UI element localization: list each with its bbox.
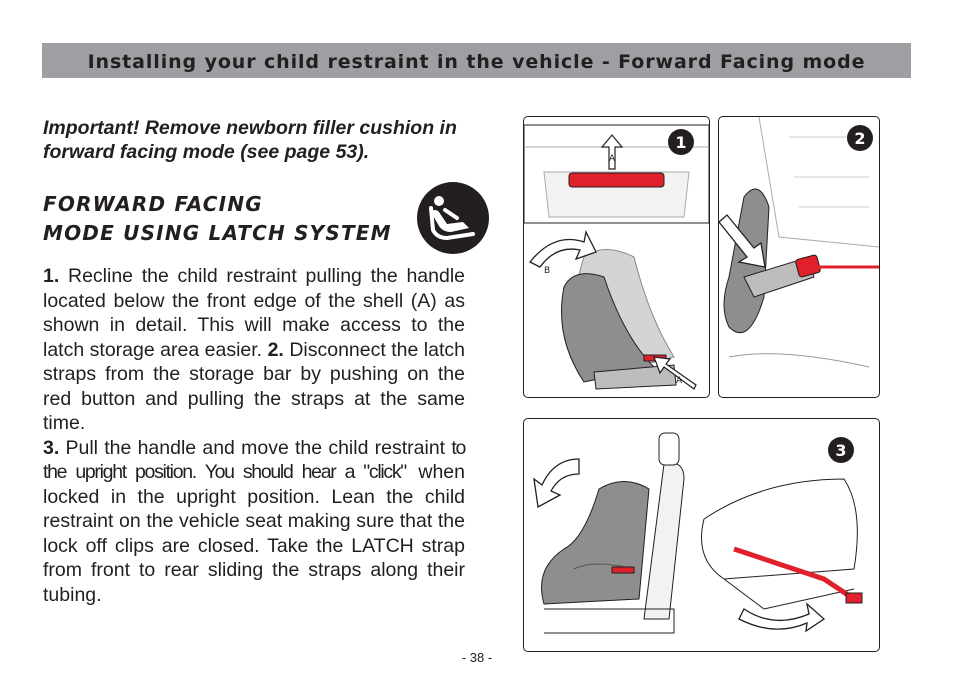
fig1-label-a-top: A <box>608 154 616 164</box>
figure-3-badge: 3 <box>828 437 854 463</box>
figure-3-illustration <box>524 419 879 651</box>
figure-1-badge: 1 <box>668 129 694 155</box>
step-3-text-b: to the upright position. You should hear a "click" <box>43 436 466 483</box>
step-2-text: Disconnect the latch straps from the storage bar by pushing on the red button and pulling the straps at the same time. <box>43 338 465 434</box>
figure-3-panel <box>523 418 880 652</box>
figure-2-panel <box>718 116 880 398</box>
latch-child-seat-icon <box>417 182 489 254</box>
step-2-number: 2. <box>267 338 284 361</box>
step-3-number: 3. <box>43 436 60 459</box>
section-title: Installing your child restraint in the vehicle - Forward Facing mode <box>87 50 866 73</box>
fig1-label-a-bottom: A <box>676 376 683 386</box>
instructions-body <box>43 264 465 607</box>
step-1-text: Recline the child restraint pulling the handle located below the front edge of the shell (A) as shown in detail. This will make access to the latch storage area easier. <box>43 265 465 361</box>
figure-2-illustration <box>719 117 879 397</box>
step-3-text-a: Pull the handle and move the child restraint <box>65 436 446 459</box>
subheading <box>43 190 392 248</box>
step-1-number: 1. <box>43 265 60 287</box>
page-number: - 38 - <box>461 650 493 665</box>
fig1-label-b: B <box>544 266 551 276</box>
figure-1-panel <box>523 116 710 398</box>
important-note: Important! Remove newborn filler cushion in forward facing mode (see page 53). <box>43 117 457 163</box>
section-header <box>42 43 911 78</box>
subheading-line-2: MODE USING LATCH SYSTEM <box>43 221 392 245</box>
figure-1-illustration <box>524 117 709 397</box>
figure-2-badge: 2 <box>847 125 873 151</box>
subheading-line-1: FORWARD FACING <box>43 192 263 216</box>
step-3-text-c: when locked in the upright position. Lean the child restraint on the vehicle seat making sure that the lock off clips are closed. Take the LATCH strap from front to rear sliding the straps along their tubing. <box>43 461 465 606</box>
